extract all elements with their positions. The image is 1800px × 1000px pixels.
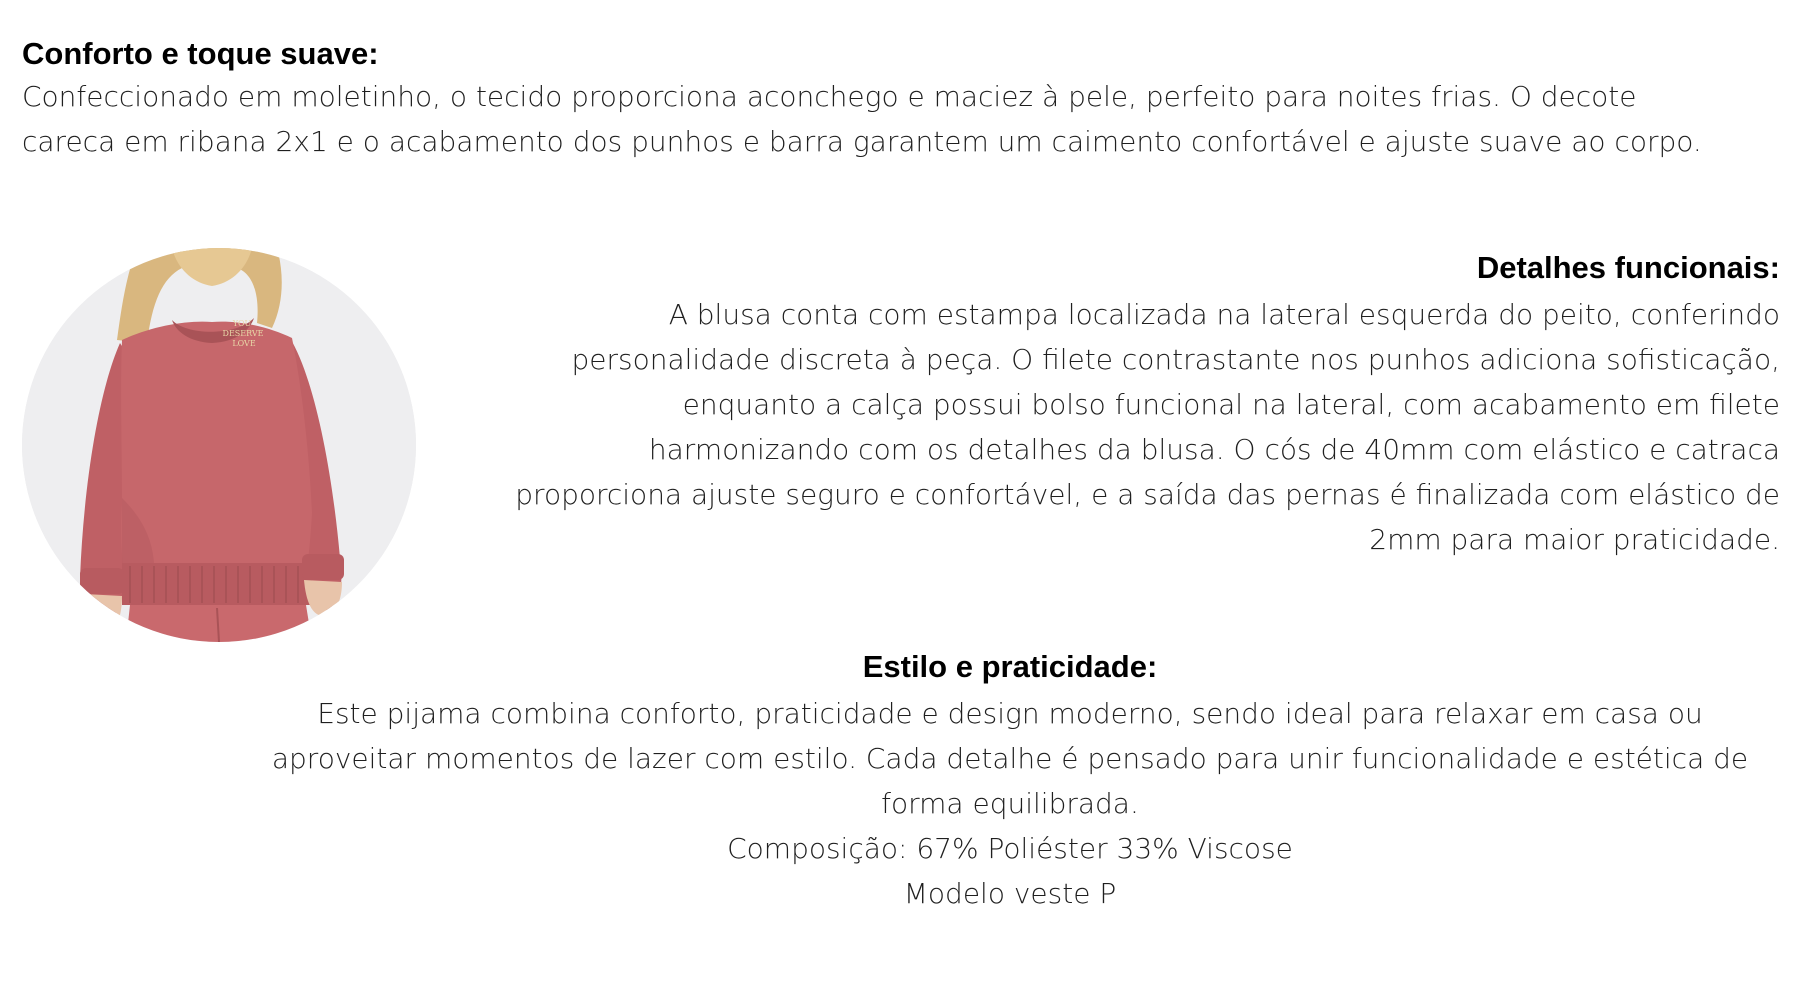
model-size-text: Modelo veste P (903, 877, 1117, 910)
print-word-1: YOU (232, 319, 252, 328)
section-text-detalhes-line-1: A blusa conta com estampa localizada na lateral esquerda do peito, conferindo (668, 298, 1780, 331)
section-text-estilo-line-3: forma equilibrada. (881, 787, 1139, 820)
section-title-detalhes: Detalhes funcionais: (1476, 250, 1780, 285)
section-estilo (230, 645, 1790, 916)
section-text-estilo-line-1: Este pijama combina conforto, praticidade e design moderno, sendo ideal para relaxar em casa ou (317, 697, 1703, 730)
section-title-conforto: Conforto e toque suave: (22, 36, 379, 71)
section-text-detalhes-line-6: 2mm para maior praticidade. (1369, 523, 1780, 556)
section-text-detalhes-line-3: enquanto a calça possui bolso funcional na lateral, com acabamento em filete (682, 388, 1780, 421)
section-text-detalhes-line-5: proporciona ajuste seguro e confortável, e a saída das pernas é finalizada com elástico de (515, 478, 1780, 511)
section-detalhes (410, 246, 1780, 562)
product-photo-illustration (22, 248, 416, 642)
section-conforto (22, 34, 1792, 164)
print-word-2: DESERVE (222, 329, 264, 338)
composition-text: Composição: 67% Poliéster 33% Viscose (727, 832, 1293, 865)
section-text-estilo-line-2: aproveitar momentos de lazer com estilo. Cada detalhe é pensado para unir funcionalidade e estética de (271, 742, 1749, 775)
product-photo (22, 248, 416, 642)
section-text-detalhes-line-2: personalidade discreta à peça. O filete contrastante nos punhos adiciona sofisticação, (571, 343, 1780, 376)
section-text-detalhes-line-4: harmonizando com os detalhes da blusa. O cós de 40mm com elástico e catraca (648, 433, 1780, 466)
section-text-conforto-line-1: Confeccionado em moletinho, o tecido proporciona aconchego e maciez à pele, perfeito para noites frias. O decote (22, 80, 1637, 113)
section-text-conforto-line-2: careca em ribana 2x1 e o acabamento dos punhos e barra garantem um caimento confortável e ajuste suave ao corpo. (22, 125, 1702, 158)
section-title-estilo: Estilo e praticidade: (862, 649, 1158, 684)
print-word-3: LOVE (232, 339, 256, 348)
